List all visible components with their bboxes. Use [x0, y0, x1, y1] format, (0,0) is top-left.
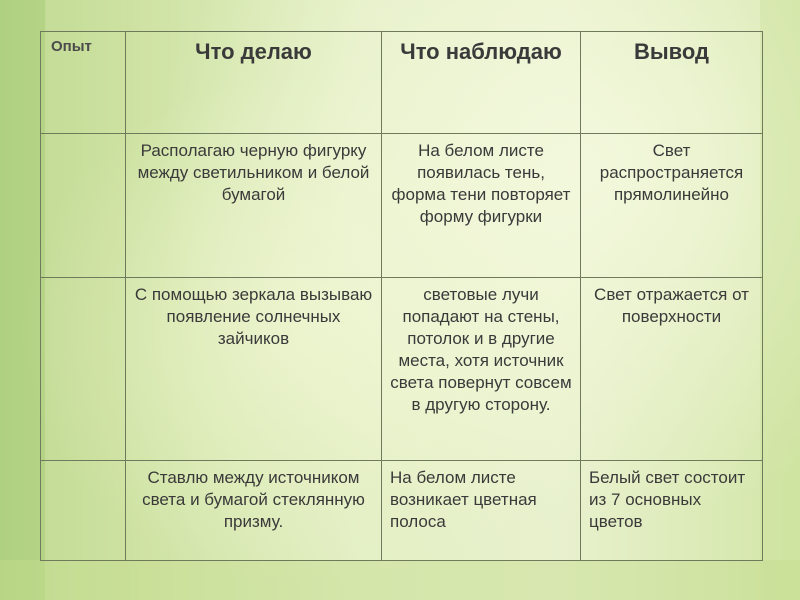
conclusion-cell	[581, 461, 763, 561]
table-row	[41, 278, 763, 461]
experiments-table	[40, 31, 763, 561]
experiment-cell	[41, 461, 126, 561]
observation-text: световые лучи попадают на стены, потолок и в другие места, хотя источник света повернут совсем в другую сторону.	[390, 285, 572, 414]
do-cell	[126, 278, 382, 461]
background-stripe	[0, 0, 45, 600]
experiment-cell	[41, 134, 126, 278]
header-cell-do	[126, 32, 382, 134]
observe-cell	[382, 134, 581, 278]
experiment-number	[41, 134, 125, 140]
conclusion-cell	[581, 278, 763, 461]
action-text: Ставлю между источником света и бумагой стеклянную призму.	[142, 468, 365, 531]
conclusion-cell	[581, 134, 763, 278]
do-cell	[126, 461, 382, 561]
table-row	[41, 134, 763, 278]
header-cell-observe	[382, 32, 581, 134]
observe-cell	[382, 278, 581, 461]
do-cell	[126, 134, 382, 278]
header-conclusion: Вывод	[633, 39, 710, 64]
header-experiment: Опыт	[51, 38, 92, 55]
experiment-cell	[41, 278, 126, 461]
conclusion-text: Белый свет состоит из 7 основных цветов	[589, 468, 746, 531]
action-text: С помощью зеркала вызываю появление солнечных зайчиков	[134, 285, 373, 348]
action-text: Располагаю черную фигурку между светильником и белой бумагой	[137, 141, 370, 204]
background-stripe	[760, 0, 800, 600]
conclusion-text: Свет распространяется прямолинейно	[599, 141, 744, 204]
background-stripe	[0, 560, 800, 600]
header-what-i-do: Что делаю	[195, 39, 312, 64]
observation-text: На белом листе появилась тень, форма тени повторяет форму фигурки	[391, 141, 571, 226]
header-cell-experiment	[41, 32, 126, 134]
observation-text: На белом листе возникает цветная полоса	[390, 468, 537, 531]
table-row	[41, 461, 763, 561]
conclusion-text: Свет отражается от поверхности	[594, 285, 749, 326]
header-cell-conclusion	[581, 32, 763, 134]
header-what-i-observe: Что наблюдаю	[400, 39, 562, 64]
table-header-row	[41, 32, 763, 134]
experiment-number	[41, 278, 125, 284]
observe-cell	[382, 461, 581, 561]
experiment-number	[41, 461, 125, 467]
